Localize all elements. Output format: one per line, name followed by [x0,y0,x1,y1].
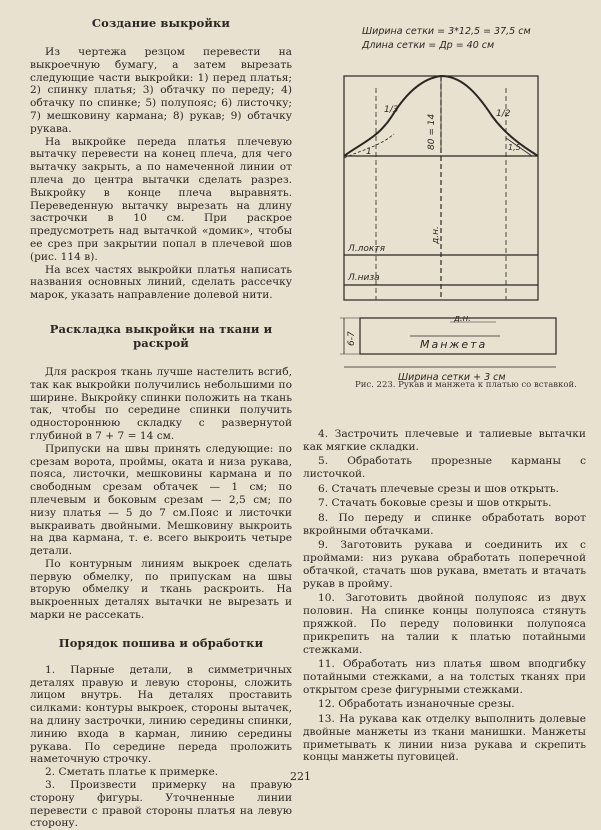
paragraph: 10. Заготовить двойной полупояс из двух половин. На спинке концы полупояса стянуть пряжкой. По переду половинки полупояса прикрепить на талии к платью потайными стежками. [303,592,586,656]
mark-one: 1 [366,147,372,157]
sleeve-cuff-figure [300,18,590,428]
cuff-title-label: Манжета [420,338,488,351]
cuff-height-label: 6-7 [347,331,357,346]
paragraph: 1. Парные детали, в симметричных деталях правую и левую стороны, сложить лицом внутрь. На деталях проставить силками: контуры выкроек, стороны вытачек, на длину застрочки, линию середины спинки, линию входа в карман, линию середины рукава. По середине переда проложить наметочную строчку. [30,663,292,766]
paragraph: Для раскроя ткань лучше настелить всгиб, так как выкройки получились небольшими по ширине. Выкройку спинки положить на ткань так, чтобы по середине спинки получить одностороннюю складку с развернутой глубиной в 7 + 7 = 14 см. [30,365,292,442]
paragraph: По контурным линиям выкроек сделать первую обмелку, по припускам на швы вторую обмелку и ткань раскроить. На выкроенных деталях вытачки не вырезать и марки не рассекать. [30,557,292,622]
paragraph: 6. Стачать плечевые срезы и шов открыть. [318,482,560,495]
paragraph: 4. Застрочить плечевые и талиевые вытачки как мягкие складки. [303,428,586,453]
heading-pattern-creation: Создание выкройки [91,16,231,30]
paragraph: 5. Обработать прорезные карманы с листочкой. [303,455,586,481]
paragraph: Припуски на швы принять следующие: по срезам ворота, проймы, оката и низа рукава, пояса, листочки, мешковины кармана и по свободным срезам обтачек — 1 см; по плечевым и боковым срезам — 2,5 см; по низу платья — 5 до 7 см.Пояс и листочки выкраивать двойными. Мешковину выкроить на два кармана, т. е. всего выкроить четыре детали. [30,442,292,558]
paragraph: 7. Стачать боковые срезы и шов открыть. [318,497,552,510]
grain-line-label: д.н. [431,226,441,244]
elbow-line-label: Л.локтя [348,244,385,254]
paragraph: 9. Заготовить рукава и соединить их с проймами: низ рукава обработать поперечной обтачкой, стачать шов рукава, вметать и втачать рукав в пройму. [303,539,586,590]
paragraph: На выкройке переда платья плечевую вытачку перевести на конец плеча, для чего вытачку закрыть, а по намеченной линии от плеча до центра вытачки сделать разрез. Выкройку в конце плеча выравнять. Переведенную вытачку вырезать на длину застрочки в 10 см. При раскрое предусмотреть над вытачкой «домик», чтобы ее срез при закрытии попал в плечевой шов (рис. 114 в). [30,135,292,263]
third-right-mark: 1/2 [496,109,511,119]
hem-line-label: Л.низа [348,273,380,283]
heading-sewing-order: Порядок пошива и обработки [58,635,264,650]
paragraph: 2. Сметать платье к примерке. [45,766,219,779]
paragraph: На всех частях выкройки платья написать названия основных линий, сделать рассечку марок, указать направление долевой нити. [30,263,292,302]
page-number: 221 [290,770,311,783]
cap-height-label: 80 = 14 [427,113,437,150]
heading-layout-cutting: Раскладка выкройки на ткани и раскрой [49,321,273,350]
paragraph: 13. На рукава как отделку выполнить долевые двойные манжеты из ткани манишки. Манжеты приметывать к линии низа рукава и скрепить концы манжеты пуговицей. [303,712,586,764]
paragraph: 11. Обработать низ платья швом вподгибку потайными стежками, а на толстых тканях при открытом срезе фигурными стежками. [303,658,586,696]
left-column [30,16,292,830]
third-left-mark: 1/3 [384,105,399,115]
paragraph: 12. Обработать изнаночные срезы. [318,698,515,711]
grid-length-label: Длина сетки = Др = 40 см [362,40,495,51]
figure-caption: Рис. 223. Рукав и манжета к платью со вставкой. [355,380,577,390]
paragraph: Из чертежа резцом перевести на выкроечную бумагу, а затем вырезать следующие части выкройки: 1) перед платья; 2) спинку платья; 3) обтачку по переду; 4) обтачку по спинке; 5) полупояс; 6) листочку; 7) мешковину кармана; 8) рукав; 9) обтачку рукава. [30,46,292,135]
mark-one-five: 1,5 [508,143,521,152]
right-column [303,428,586,766]
cuff-grain-label: д.н. [454,314,471,324]
paragraph: 8. По переду и спинке обработать ворот вкройными обтачками. [303,511,586,537]
cuff-width-label: Ширина сетки + 3 см [398,372,506,383]
grid-width-label: Ширина сетки = 3*12,5 = 37,5 см [362,26,531,37]
paragraph: 3. Произвести примерку на правую сторону фигуры. Уточненные линии перевести с правой стороны платья на левую сторону. [30,779,292,830]
